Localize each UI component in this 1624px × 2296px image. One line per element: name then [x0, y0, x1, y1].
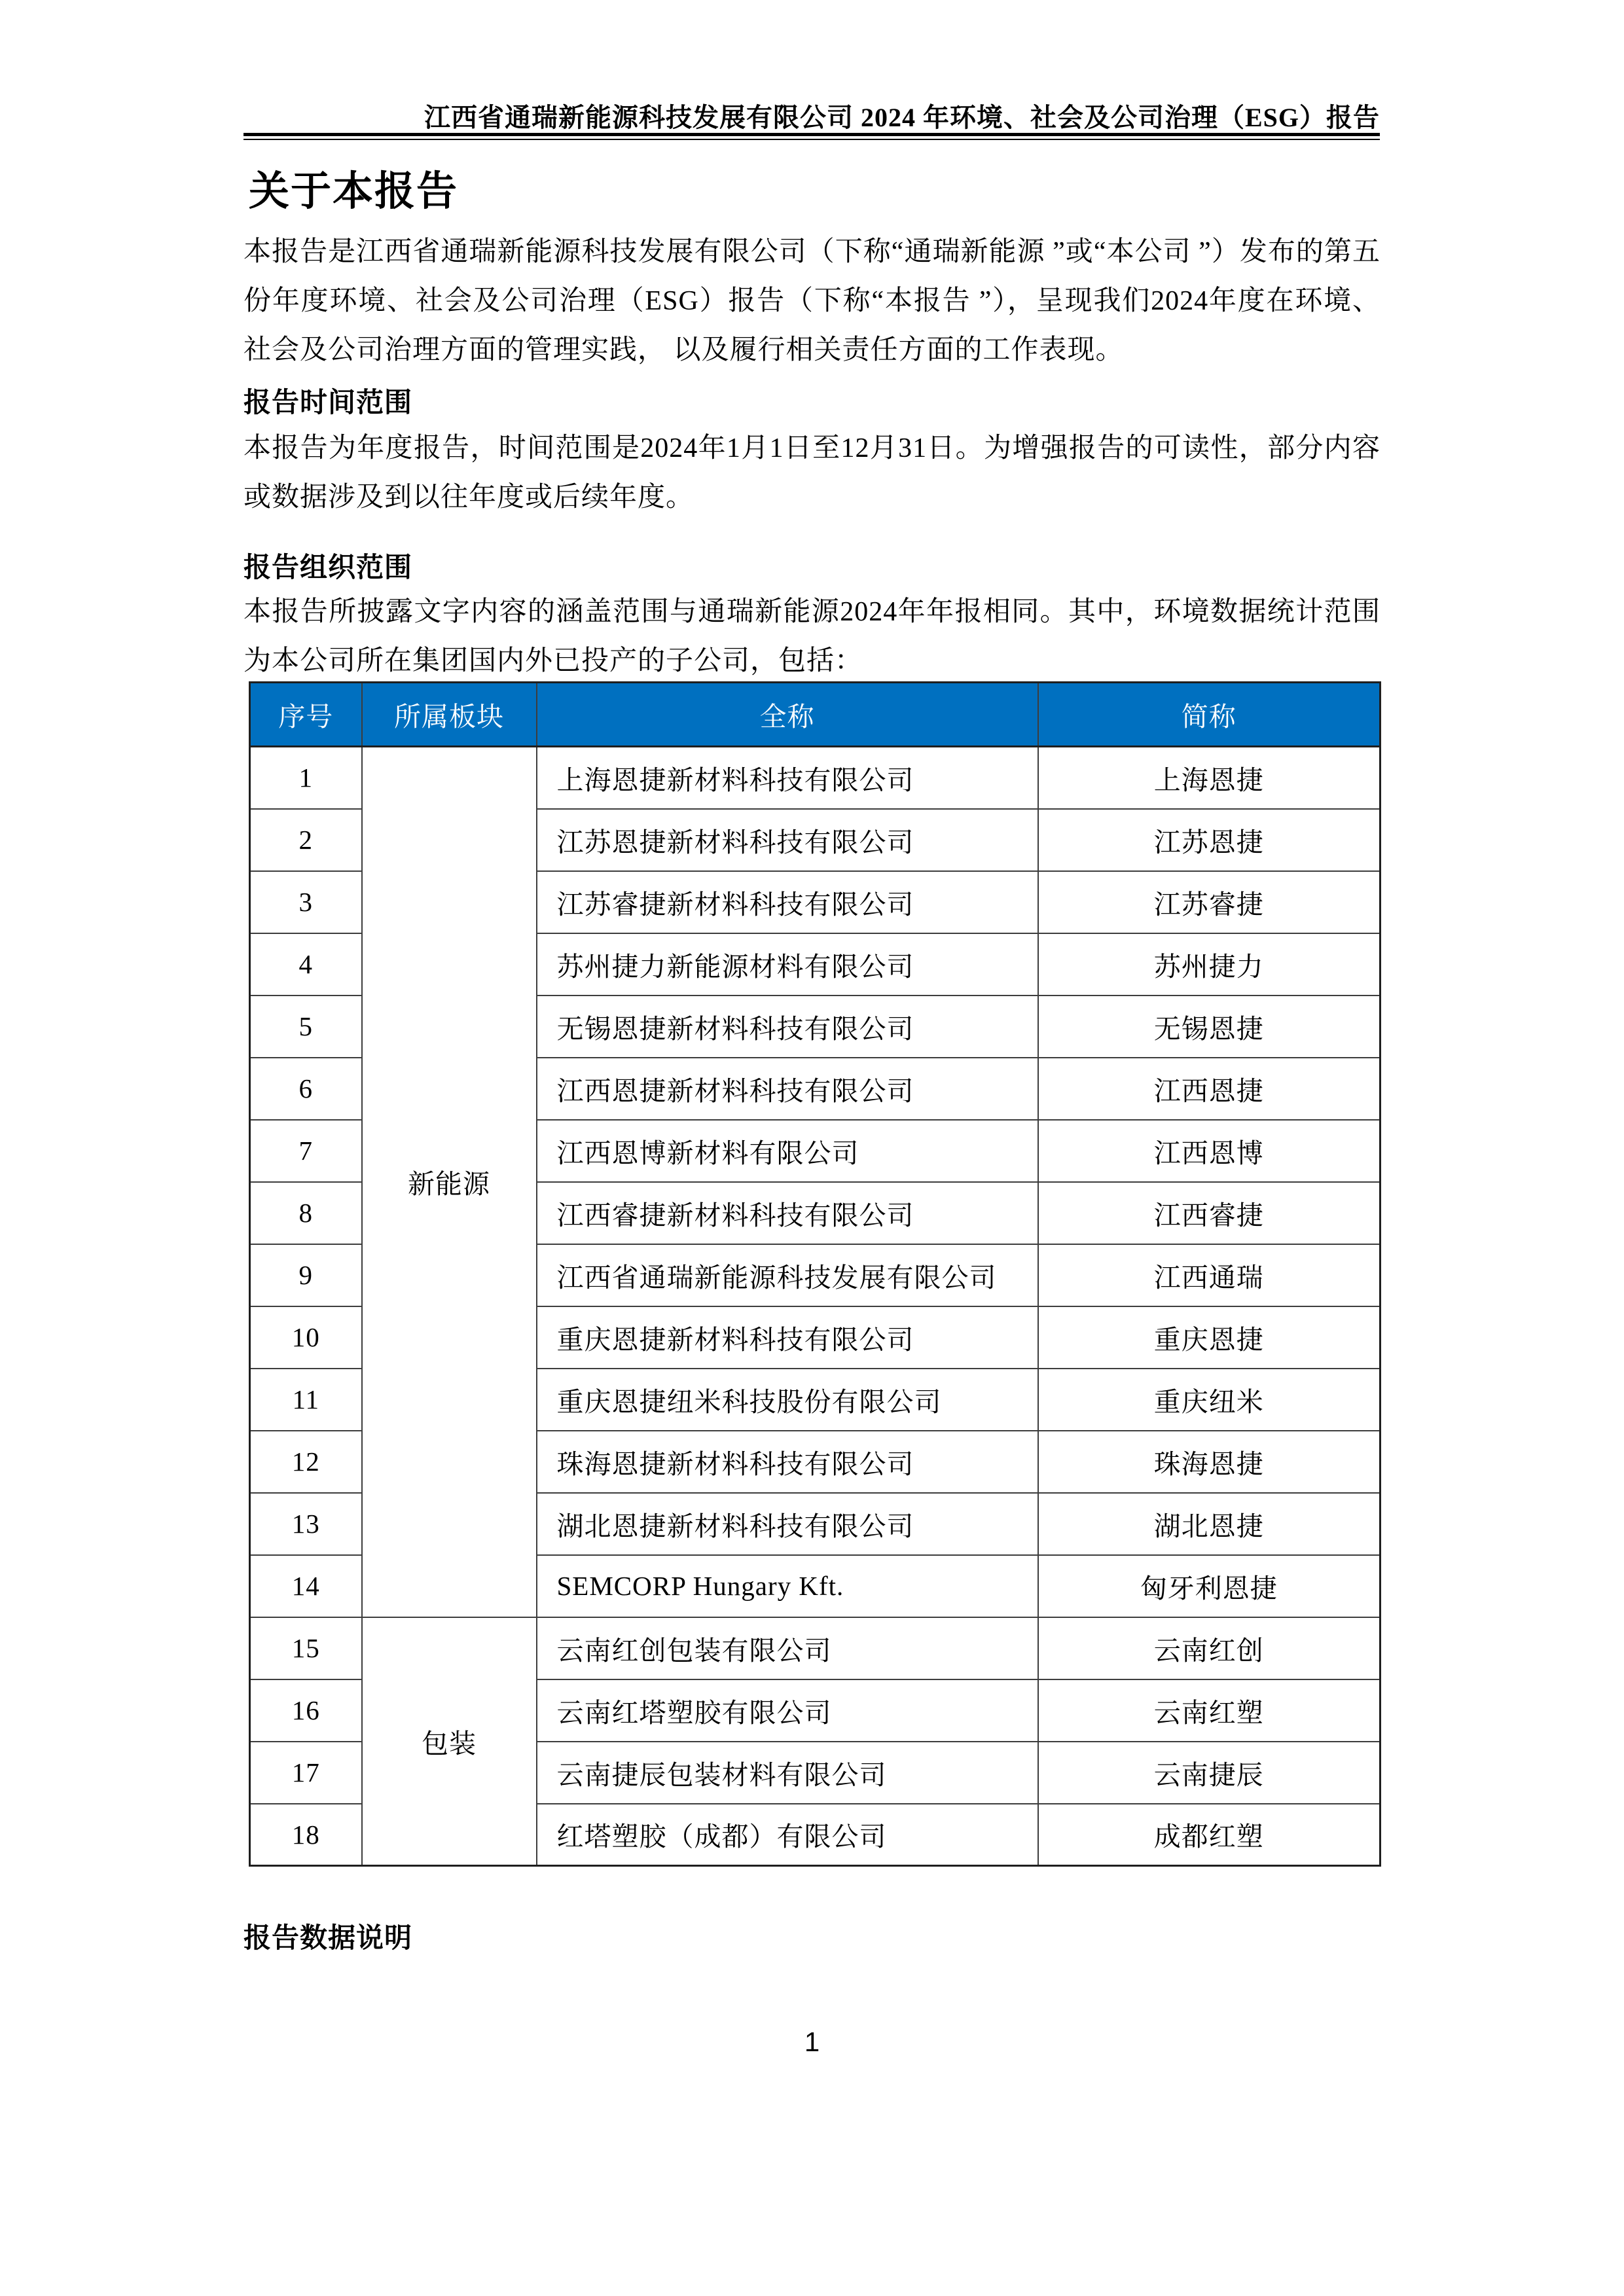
- header-rule-thin: [244, 139, 1380, 140]
- column-header-short-name: 简称: [1038, 683, 1380, 747]
- cell-short-name: 湖北恩捷: [1038, 1493, 1380, 1555]
- table-row: [250, 1617, 1380, 1679]
- cell-short-name: 重庆恩捷: [1038, 1306, 1380, 1369]
- cell-short-name: 匈牙利恩捷: [1038, 1555, 1380, 1617]
- cell-no: 6: [250, 1058, 362, 1120]
- cell-short-name: 上海恩捷: [1038, 747, 1380, 809]
- table-row: [250, 747, 1380, 809]
- cell-no: 7: [250, 1120, 362, 1182]
- cell-full-name: 江西恩博新材料有限公司: [537, 1120, 1038, 1182]
- subsidiaries-table: [249, 681, 1381, 1867]
- section-heading-org-scope: 报告组织范围: [244, 553, 413, 583]
- cell-full-name: 江西恩捷新材料科技有限公司: [537, 1058, 1038, 1120]
- header-rule-thick: [244, 133, 1380, 136]
- cell-full-name: 上海恩捷新材料科技有限公司: [537, 747, 1038, 809]
- cell-short-name: 苏州捷力: [1038, 933, 1380, 996]
- cell-short-name: 江西通瑞: [1038, 1244, 1380, 1306]
- cell-no: 18: [250, 1804, 362, 1866]
- cell-full-name: 重庆恩捷新材料科技有限公司: [537, 1306, 1038, 1369]
- cell-full-name: 重庆恩捷纽米科技股份有限公司: [537, 1369, 1038, 1431]
- cell-sector-packaging: 包装: [362, 1617, 537, 1866]
- column-header-sector: 所属板块: [362, 683, 537, 747]
- cell-full-name: 苏州捷力新能源材料有限公司: [537, 933, 1038, 996]
- page-number: 1: [804, 2026, 820, 2057]
- cell-no: 4: [250, 933, 362, 996]
- cell-full-name: 江西睿捷新材料科技有限公司: [537, 1182, 1038, 1244]
- cell-full-name: 江苏睿捷新材料科技有限公司: [537, 871, 1038, 933]
- section-heading-time-scope: 报告时间范围: [244, 388, 413, 418]
- cell-short-name: 江西恩博: [1038, 1120, 1380, 1182]
- column-header-no: 序号: [250, 683, 362, 747]
- cell-short-name: 江西睿捷: [1038, 1182, 1380, 1244]
- page-title: 关于本报告: [249, 170, 459, 214]
- cell-short-name: 成都红塑: [1038, 1804, 1380, 1866]
- table-header-row: [250, 683, 1380, 747]
- cell-no: 15: [250, 1617, 362, 1679]
- paragraph-time-scope: 本报告为年度报告，时间范围是2024年1月1日至12月31日。为增强报告的可读性，部分内容或数据涉及到以往年度或后续年度。: [244, 433, 1380, 512]
- cell-short-name: 重庆纽米: [1038, 1369, 1380, 1431]
- cell-no: 16: [250, 1679, 362, 1742]
- cell-no: 9: [250, 1244, 362, 1306]
- cell-full-name: SEMCORP Hungary Kft.: [537, 1555, 1038, 1617]
- cell-full-name: 云南红塔塑胶有限公司: [537, 1679, 1038, 1742]
- cell-full-name: 云南红创包装有限公司: [537, 1617, 1038, 1679]
- cell-no: 8: [250, 1182, 362, 1244]
- column-header-full-name: 全称: [537, 683, 1038, 747]
- cell-short-name: 江西恩捷: [1038, 1058, 1380, 1120]
- cell-no: 14: [250, 1555, 362, 1617]
- cell-no: 5: [250, 996, 362, 1058]
- cell-short-name: 珠海恩捷: [1038, 1431, 1380, 1493]
- cell-short-name: 云南红塑: [1038, 1679, 1380, 1742]
- paragraph-org-scope: 本报告所披露文字内容的涵盖范围与通瑞新能源2024年年报相同。其中，环境数据统计范围为本公司所在集团国内外已投产的子公司，包括：: [244, 597, 1380, 676]
- cell-no: 1: [250, 747, 362, 809]
- cell-full-name: 江苏恩捷新材料科技有限公司: [537, 809, 1038, 871]
- cell-full-name: 无锡恩捷新材料科技有限公司: [537, 996, 1038, 1058]
- cell-no: 13: [250, 1493, 362, 1555]
- cell-short-name: 云南捷辰: [1038, 1742, 1380, 1804]
- paragraph-intro: 本报告是江西省通瑞新能源科技发展有限公司（下称“通瑞新能源 ”或“本公司 ”）发布的第五份年度环境、社会及公司治理（ESG）报告（下称“本报告 ”），呈现我们2024年度在环境、社会及公司治理方面的管理实践， 以及履行相关责任方面的工作表现。: [244, 237, 1380, 365]
- cell-short-name: 无锡恩捷: [1038, 996, 1380, 1058]
- cell-no: 2: [250, 809, 362, 871]
- section-heading-data-notes: 报告数据说明: [244, 1924, 413, 1954]
- cell-short-name: 江苏睿捷: [1038, 871, 1380, 933]
- cell-no: 12: [250, 1431, 362, 1493]
- cell-full-name: 红塔塑胶（成都）有限公司: [537, 1804, 1038, 1866]
- cell-full-name: 云南捷辰包装材料有限公司: [537, 1742, 1038, 1804]
- cell-sector-new-energy: 新能源: [362, 747, 537, 1617]
- running-header: 江西省通瑞新能源科技发展有限公司 2024 年环境、社会及公司治理（ESG）报告: [424, 103, 1380, 132]
- cell-no: 17: [250, 1742, 362, 1804]
- cell-no: 10: [250, 1306, 362, 1369]
- cell-no: 11: [250, 1369, 362, 1431]
- cell-no: 3: [250, 871, 362, 933]
- cell-full-name: 江西省通瑞新能源科技发展有限公司: [537, 1244, 1038, 1306]
- cell-full-name: 湖北恩捷新材料科技有限公司: [537, 1493, 1038, 1555]
- cell-full-name: 珠海恩捷新材料科技有限公司: [537, 1431, 1038, 1493]
- cell-short-name: 云南红创: [1038, 1617, 1380, 1679]
- cell-short-name: 江苏恩捷: [1038, 809, 1380, 871]
